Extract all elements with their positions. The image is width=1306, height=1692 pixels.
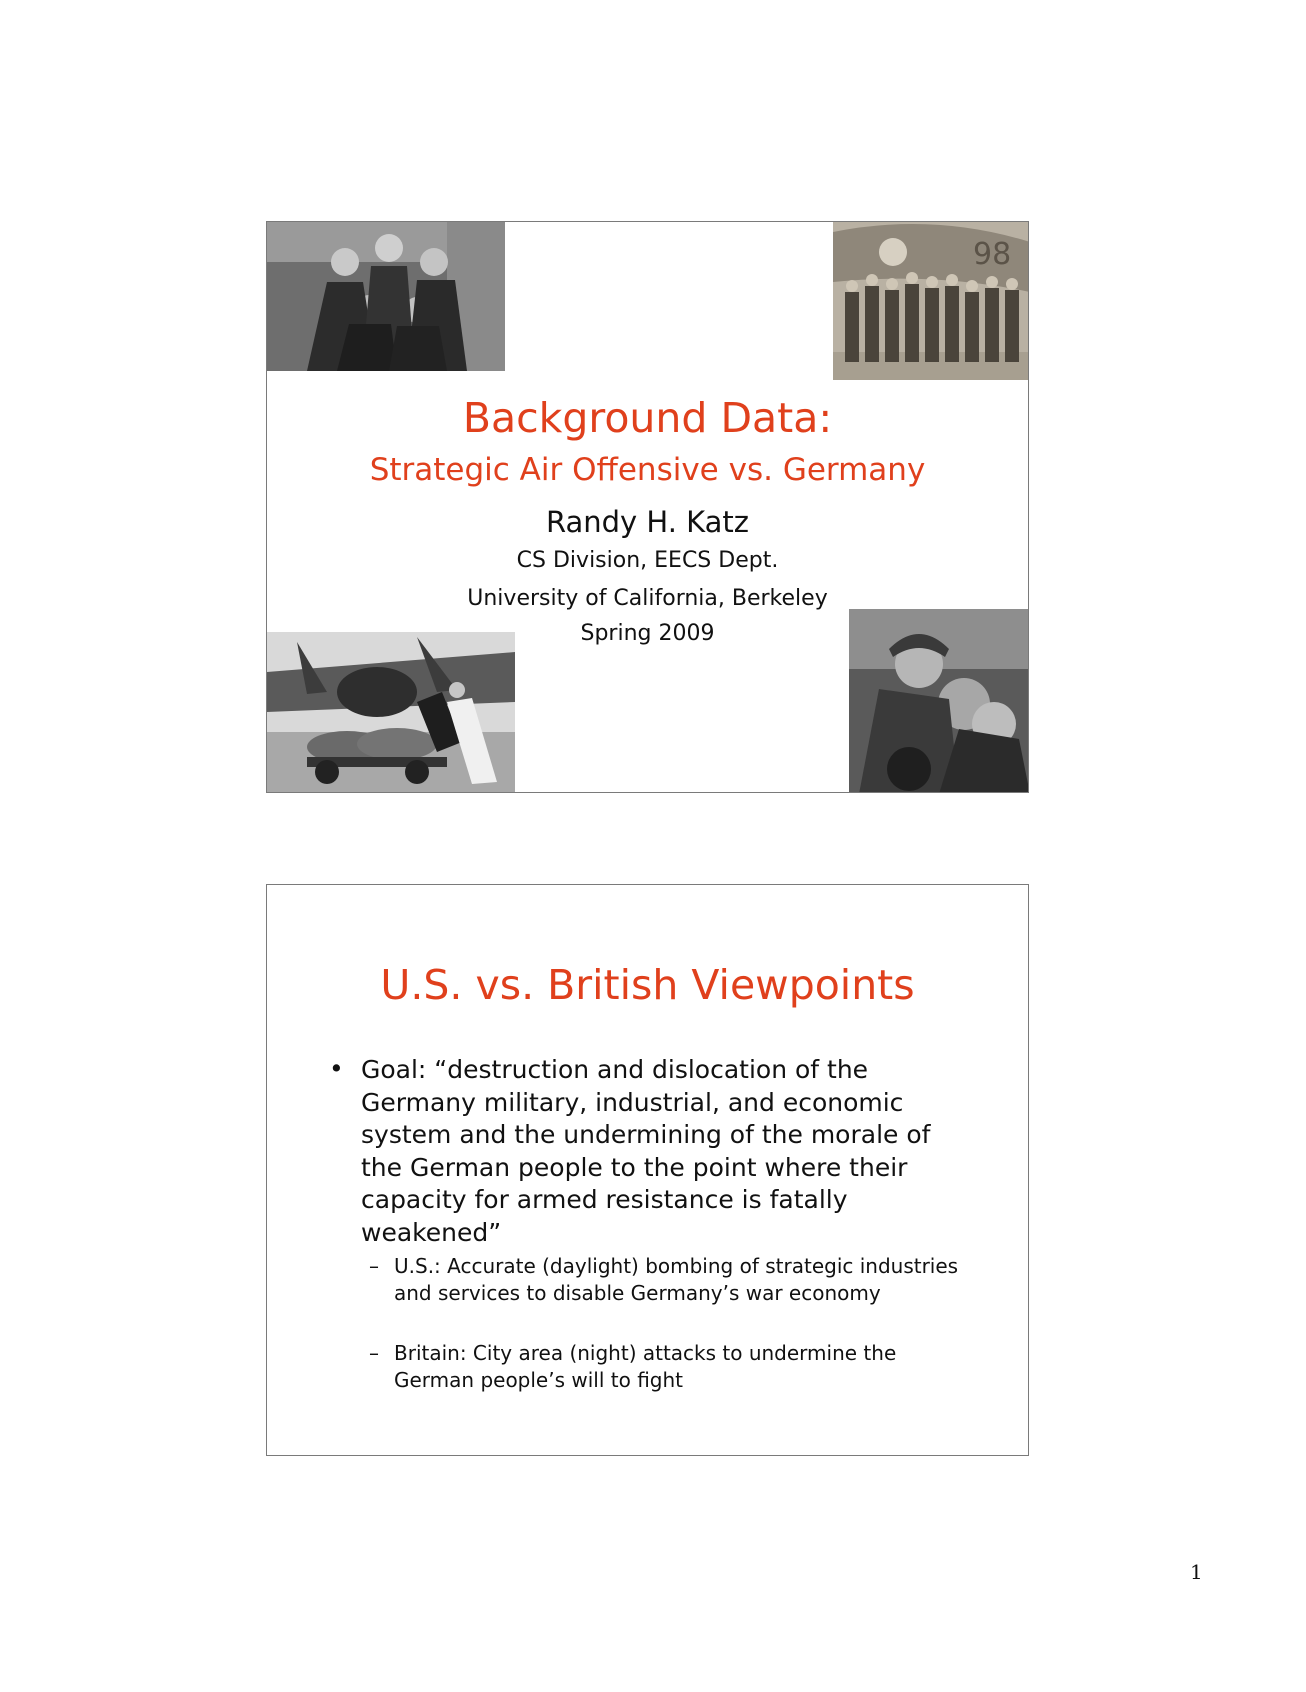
affiliation-university: University of California, Berkeley xyxy=(467,586,828,611)
author-name: Randy H. Katz xyxy=(545,505,750,539)
dash-icon: – xyxy=(369,1254,379,1278)
bomber-crew-photo xyxy=(833,222,1029,380)
sub-bullet-text: U.S.: Accurate (daylight) bombing of strategic industries and services to disable Germany’s war economy xyxy=(394,1254,959,1305)
term-label: Spring 2009 xyxy=(580,621,715,646)
title-slide xyxy=(266,221,1029,793)
slide-subtitle: Strategic Air Offensive vs. Germany xyxy=(369,452,926,488)
affiliation-department: CS Division, EECS Dept. xyxy=(516,548,779,573)
slide-title: Background Data: xyxy=(462,394,833,442)
bullet-icon: • xyxy=(329,1054,344,1083)
slide-title: U.S. vs. British Viewpoints xyxy=(380,961,915,1009)
svg-text:98: 98 xyxy=(973,237,1012,272)
bomb-loading-photo xyxy=(267,632,515,793)
goal-bullet-text: Goal: “destruction and dislocation of the Germany military, industrial, and economic system and the undermining of the morale of the German people to the point where their capacity for armed resistance is fatally weakened” xyxy=(361,1055,931,1247)
dash-icon: – xyxy=(369,1341,379,1365)
aircrew-portrait-photo xyxy=(267,222,505,371)
page-number: 1 xyxy=(1190,1560,1203,1584)
viewpoints-slide xyxy=(266,884,1029,1456)
sub-bullet-text: Britain: City area (night) attacks to undermine the German people’s will to fight xyxy=(394,1341,897,1392)
